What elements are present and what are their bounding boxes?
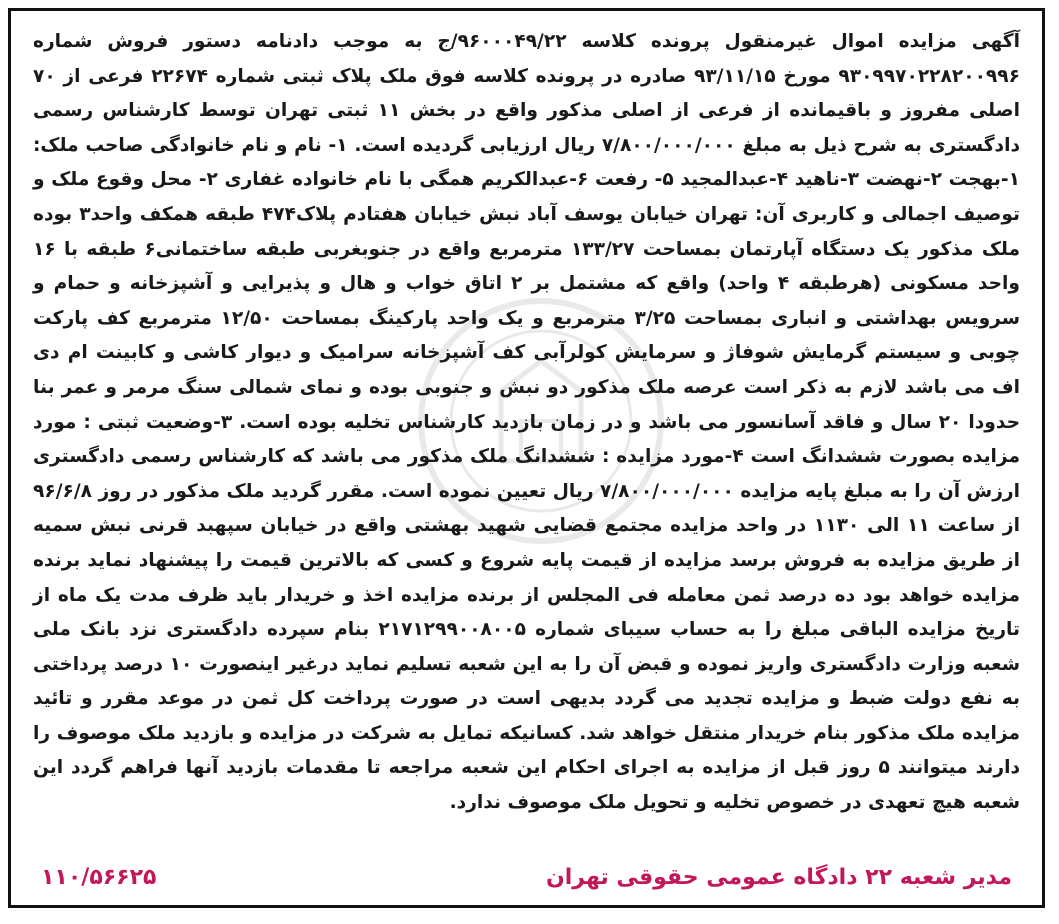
signature-line: مدیر شعبه ۲۲ دادگاه عمومی حقوقی تهران: [545, 864, 1012, 890]
notice-footer: [41, 857, 1012, 897]
notice-body: آگهی مزایده اموال غیرمنقول پرونده کلاسه ۹۶۰۰۰۴۹/۲۲/ج به موجب دادنامه دستور فروش شماره ۹۳۰۹۹۷۰۲۲۸۲۰۰۹۹۶ مورخ ۹۳/۱۱/۱۵ صادره در پرونده کلاسه فوق ملک پلاک ثبتی شماره ۲۲۶۷۴ فرعی از ۷۰ اصلی مفروز و باقیمانده از فرعی از اصلی مذکور واقع در بخش ۱۱ ثبتی تهران توسط کارشناس رسمی دادگستری به شرح ذیل به مبلغ ۷/۸۰۰/۰۰۰/۰۰۰ ریال ارزیابی گردیده است. ۱- نام و نام خانوادگی صاحب ملک: ۱-بهجت ۲-نهضت ۳-ناهید ۴-عبدالمجید ۵- رفعت ۶-عبدالکریم همگی با نام خانواده غفاری ۲- محل وقوع ملک و توصیف اجمالی و کاربری آن: تهران خیابان یوسف آباد نبش خیابان هفتادم پلاک۴۷۴ طبقه همکف واحد۳ بوده ملک مذکور یک دستگاه آپارتمان بمساحت ۱۳۳/۲۷ مترمربع واقع در جنوبغربی طبقه ساختمانی۶ طبقه با ۱۶ واحد مسکونی (هرطبقه ۴ واحد) واقع که مشتمل بر ۲ اتاق خواب و هال و پذیرایی و آشپزخانه و حمام و سرویس بهداشتی و انباری بمساحت ۳/۲۵ مترمربع و یک واحد پارکینگ بمساحت ۱۲/۵۰ مترمربع کف پارکت چوبی و سیستم گرمایش شوفاژ و سرمایش کولرآبی کف آشپزخانه سرامیک و دیوار کاشی و کابینت ام دی اف می باشد لازم به ذکر است عرصه ملک مذکور دو نبش و جنوبی بوده و نمای شمالی سنگ مرمر و عمر بنا حدودا ۲۰ سال و فاقد آسانسور می باشد و در زمان بازدید کارشناس تخلیه بوده است. ۳-وضعیت ثبتی : مورد مزایده بصورت ششدانگ است ۴-مورد مزایده : ششدانگ ملک مذکور می باشد که کارشناس رسمی دادگستری ارزش آن را به مبلغ پایه مزایده ۷/۸۰۰/۰۰۰/۰۰۰ ریال تعیین نموده است. مقرر گردید ملک مذکور در روز ۹۶/۶/۸ از ساعت ۱۱ الی ۱۱۳۰ در واحد مزایده مجتمع قضایی شهید بهشتی واقع در خیابان سپهبد قرنی نبش سمیه از طریق مزایده به فروش برسد مزایده از قیمت پایه شروع و کسی که بالاترین قیمت را پیشنهاد نماید برنده مزایده خواهد بود ده درصد ثمن معامله فی المجلس از برنده مزایده اخذ و خریدار باید ظرف مدت یک ماه از تاریخ مزایده الباقی مبلغ را به حساب سیبای شماره ۲۱۷۱۲۹۹۰۰۸۰۰۵ بنام سپرده دادگستری نزد بانک ملی شعبه وزارت دادگستری واریز نموده و قبض آن را به این شعبه تسلیم نماید درغیر اینصورت ۱۰ درصد پرداختی به نفع دولت ضبط و مزایده تجدید می گردد بدیهی است در صورت پرداخت کل ثمن در موعد مقرر و تائید مزایده ملک مذکور بنام خریدار منتقل خواهد شد. کسانیکه تمایل به شرکت در مزایده و بازدید ملک موصوف را دارند میتوانند ۵ روز قبل از مزایده به اجرای احکام این شعبه مراجعه تا مقدمات بازدید آنها فراهم گردد این شعبه هیچ تعهدی در خصوص تخلیه و تحویل ملک موصوف ندارد.: [33, 31, 1021, 814]
notice-frame: [8, 8, 1045, 908]
reference-number: ۱۱۰/۵۶۶۲۵: [41, 864, 157, 890]
